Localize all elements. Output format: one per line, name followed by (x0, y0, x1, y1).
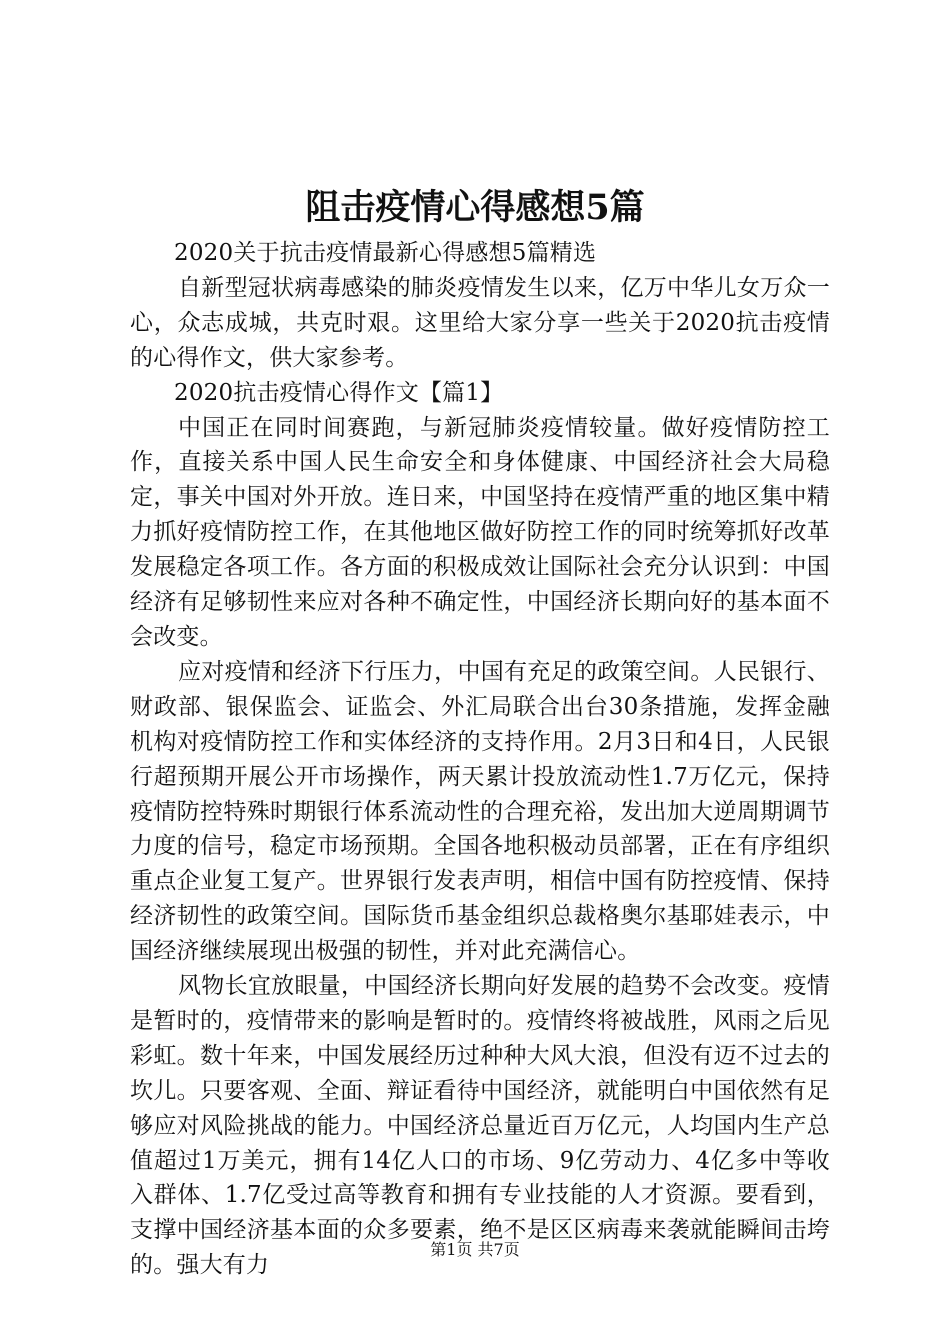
body-paragraph: 风物长宜放眼量，中国经济长期向好发展的趋势不会改变。疫情是暂时的，疫情带来的影响是暂时的。疫情终将被战胜，风雨之后见彩虹。数十年来，中国发展经历过种种大风大浪，但没有迈不过去的坎儿。只要客观、全面、辩证看待中国经济，就能明白中国依然有足够应对风险挑战的能力。中国经济总量近百万亿元，人均国内生产总值超过1万美元，拥有14亿人口的市场、9亿劳动力、4亿多中等收入群体、1.7亿受过高等教育和拥有专业技能的人才资源。要看到，支撑中国经济基本面的众多要素，绝不是区区病毒来袭就能瞬间击垮的。强大有力 (130, 973, 830, 1279)
section-heading: 2020抗击疫情心得作文【篇1】 (174, 379, 504, 406)
document-body (130, 236, 830, 1283)
document-title: 阻击疫情心得感想5篇 (305, 187, 645, 228)
intro-paragraph: 自新型冠状病毒感染的肺炎疫情发生以来，亿万中华儿女万众一心，众志成城，共克时艰。这里给大家分享一些关于2020抗击疫情的心得作文，供大家参考。 (130, 274, 830, 371)
subtitle-line: 2020关于抗击疫情最新心得感想5篇精选 (174, 240, 597, 266)
page-footer: 第1页 共7页 (430, 1240, 520, 1259)
body-paragraph: 应对疫情和经济下行压力，中国有充足的政策空间。人民银行、财政部、银保监会、证监会、外汇局联合出台30条措施，发挥金融机构对疫情防控工作和实体经济的支持作用。2月3日和4日，人民银行超预期开展公开市场操作，两天累计投放流动性1.7万亿元，保持疫情防控特殊时期银行体系流动性的合理充裕，发出加大逆周期调节力度的信号，稳定市场预期。全国各地积极动员部署，正在有序组织重点企业复工复产。世界银行发表声明，相信中国有防控疫情、保持经济韧性的政策空间。国际货币基金组织总裁格奥尔基耶娃表示，中国经济继续展现出极强的韧性，并对此充满信心。 (130, 658, 830, 965)
body-paragraph: 中国正在同时间赛跑，与新冠肺炎疫情较量。做好疫情防控工作，直接关系中国人民生命安全和身体健康、中国经济社会大局稳定，事关中国对外开放。连日来，中国坚持在疫情严重的地区集中精力抓好疫情防控工作，在其他地区做好防控工作的同时统筹抓好改革发展稳定各项工作。各方面的积极成效让国际社会充分认识到：中国经济有足够韧性来应对各种不确定性，中国经济长期向好的基本面不会改变。 (130, 414, 830, 650)
